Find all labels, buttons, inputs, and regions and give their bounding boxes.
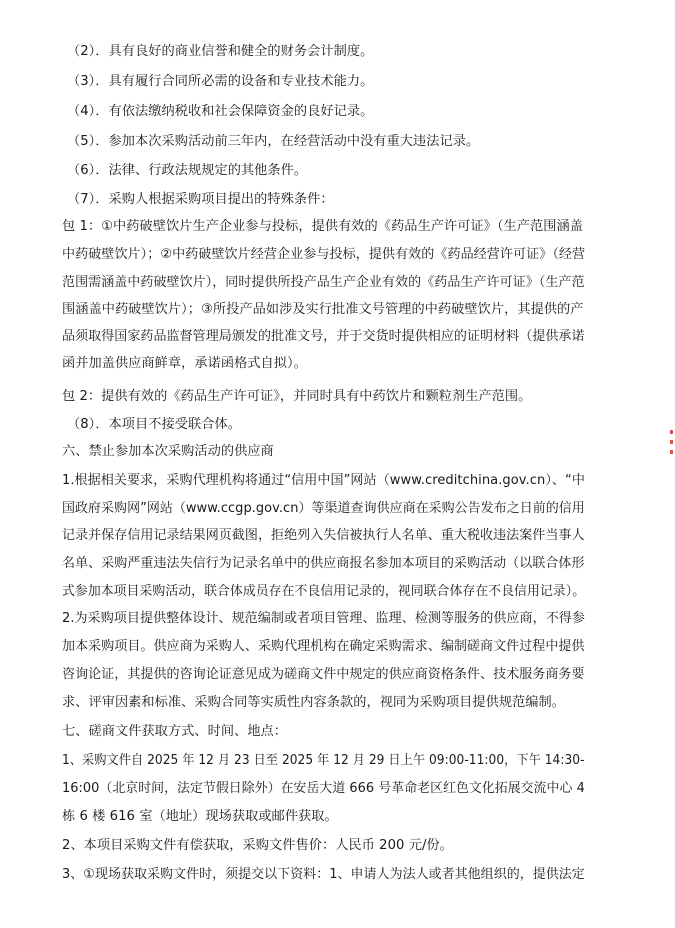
text-line: 2、本项目采购文件有偿获取，采购文件售价：人民币 200 元/份。 — [62, 838, 453, 853]
text-line: 咨询论证，其提供的咨询论证意见成为磋商文件中规定的供应商资格条件、技术服务商务要 — [62, 667, 585, 682]
text-line: （3）．具有履行合同所必需的设备和专业技术能力。 — [67, 74, 374, 89]
text-line: 围涵盖中药破壁饮片）；③所投产品如涉及实行批准文号管理的中药破壁饮片，其提供的产 — [62, 302, 584, 317]
text-line: 国政府采购网”网站（www.ccgp.gov.cn）等渠道查询供应商在采购公告发布之日前的信用 — [62, 501, 585, 516]
section-heading: 七、磋商文件获取方式、时间、地点： — [62, 724, 288, 739]
text-line: 包 1：①中药破壁饮片生产企业参与投标，提供有效的《药品生产许可证》（生产范围涵盖 — [62, 219, 583, 234]
text-line: 1.根据相关要求，采购代理机构将通过“信用中国”网站（www.creditchina.gov.cn）、“中 — [62, 473, 585, 488]
text-line: 记录并保存信用记录结果网页截图，拒绝列入失信被执行人名单、重大税收违法案件当事人 — [62, 528, 585, 543]
text-line: 1、采购文件自 2025 年 12 月 23 日至 2025 年 12 月 29 日上午 09:00-11:00，下午 14:30- — [62, 753, 585, 768]
text-line: 名单、采购严重违法失信行为记录名单中的供应商报名参加本项目的采购活动（以联合体形 — [62, 556, 585, 571]
section-heading: 六、禁止参加本次采购活动的供应商 — [62, 444, 274, 459]
text-line: 求、评审因素和标准、采购合同等实质性内容条款的，视同为采购项目提供规范编制。 — [62, 695, 566, 710]
text-line: （4）．有依法缴纳税收和社会保障资金的良好记录。 — [67, 104, 374, 119]
text-line: 栋 6 楼 616 室（地址）现场获取或邮件获取。 — [62, 809, 338, 824]
text-line: （6）．法律、行政法规规定的其他条件。 — [67, 163, 308, 178]
text-line: （2）．具有良好的商业信誉和健全的财务会计制度。 — [67, 44, 374, 59]
text-line: 3、①现场获取采购文件时，须提交以下资料：1、申请人为法人或者其他组织的，提供法定 — [62, 867, 585, 882]
text-line: 加本采购项目。供应商为采购人、采购代理机构在确定采购需求、编制磋商文件过程中提供 — [62, 639, 585, 654]
text-line: 中药破壁饮片）；②中药破壁饮片经营企业参与投标，提供有效的《药品经营许可证》（经营 — [62, 247, 586, 262]
text-line: 16:00（北京时间，法定节假日除外）在安岳大道 666 号革命老区红色文化拓展交流中心 4 — [62, 781, 585, 796]
text-line: （5）．参加本次采购活动前三年内，在经营活动中没有重大违法记录。 — [67, 134, 480, 149]
text-line: 式参加本项目采购活动，联合体成员存在不良信用记录的，视同联合体存在不良信用记录）。 — [62, 584, 586, 599]
text-line: 函并加盖供应商鲜章，承诺函格式自拟）。 — [62, 356, 307, 371]
text-line: （7）．采购人根据采购项目提出的特殊条件： — [67, 192, 334, 207]
text-line: （8）．本项目不接受联合体。 — [67, 417, 241, 432]
text-line: 品须取得国家药品监督管理局颁发的批准文号，并于交货时提供相应的证明材料（提供承诺 — [62, 329, 585, 344]
text-line: 范围需涵盖中药破壁饮片），同时提供所投产品生产企业有效的《药品生产许可证》（生产范 — [62, 275, 585, 290]
text-line: 包 2：提供有效的《药品生产许可证》，并同时具有中药饮片和颗粒剂生产范围。 — [62, 389, 532, 404]
text-line: 2.为采购项目提供整体设计、规范编制或者项目管理、监理、检测等服务的供应商，不得参 — [62, 611, 585, 626]
red-margin-mark — [670, 430, 673, 460]
